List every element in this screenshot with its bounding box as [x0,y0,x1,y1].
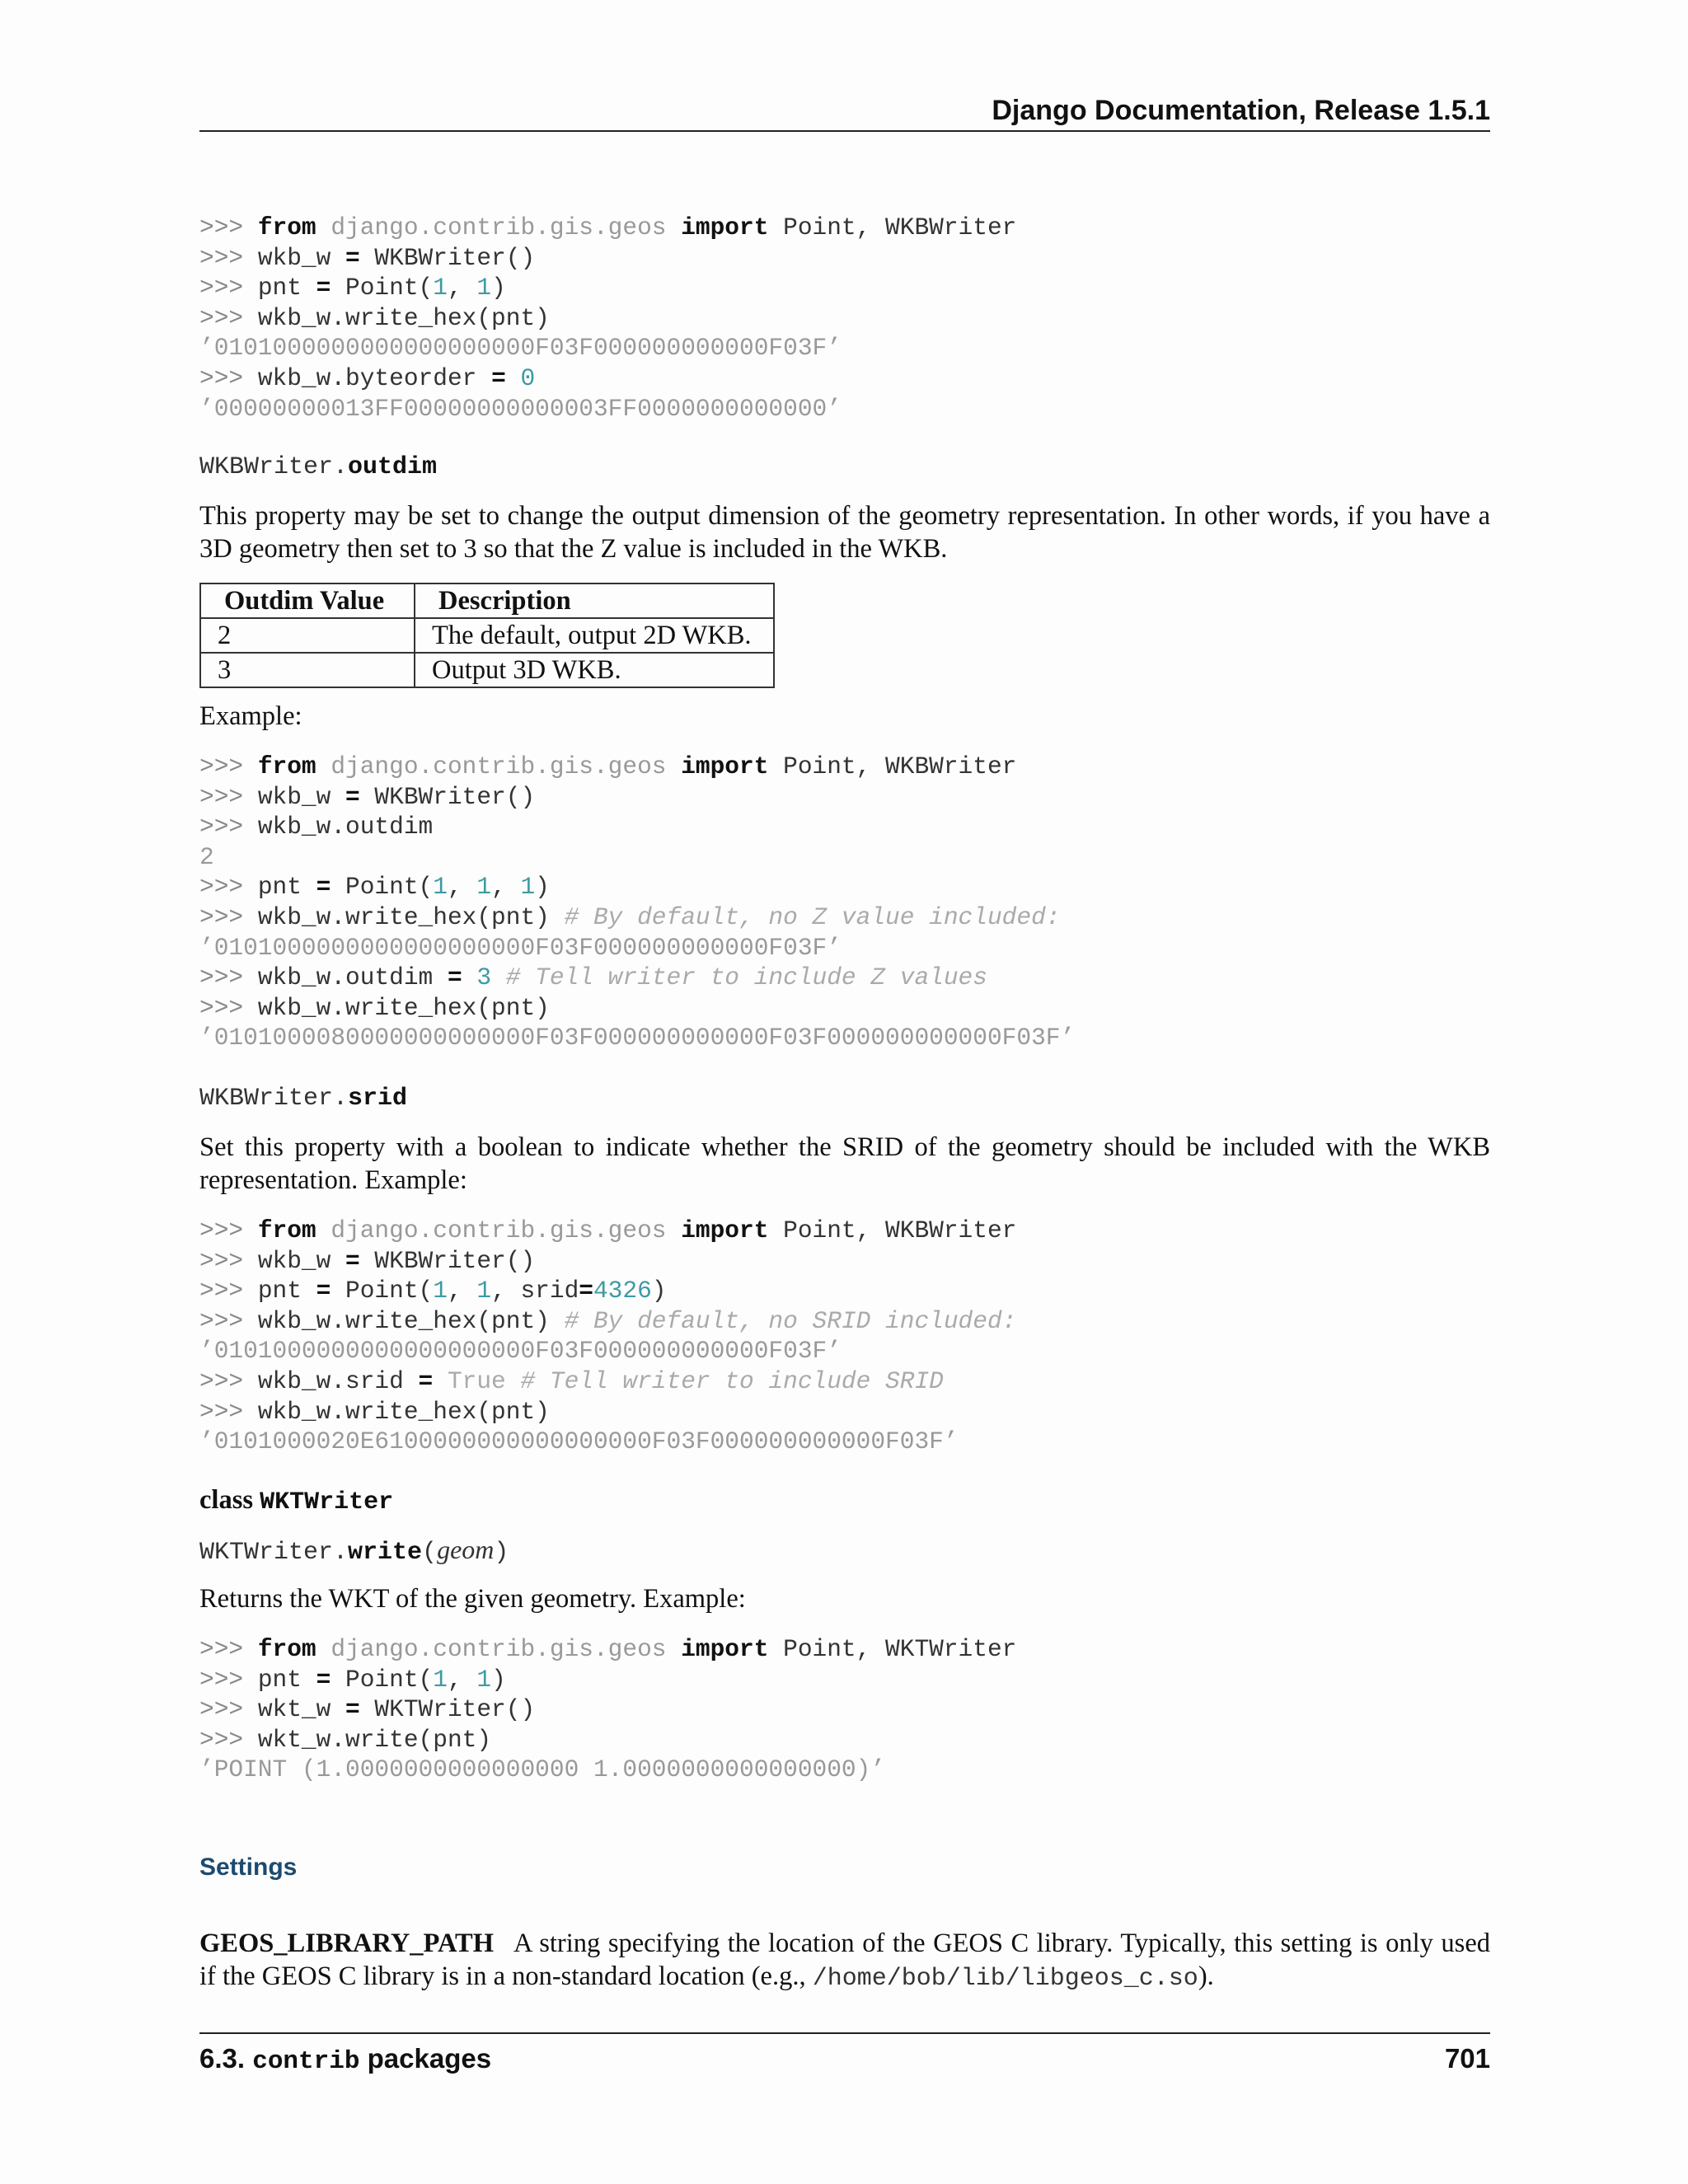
table-row [200,618,774,653]
document-page [199,0,1490,2184]
class-keyword: class [199,1485,260,1515]
paren-close: ) [494,1539,509,1567]
write-method-signature [199,1533,509,1569]
table-header-cell: Description [415,583,774,618]
code-block-outdim-example: >>> from django.contrib.gis.geos import Point, WKBWriter >>> wkb_w = WKBWriter() >>> wkb_w.outdim 2 >>> pnt = Point(1, 1, 1) >>> wkb_w.write_hex(pnt) # By default, no Z value included: ’0101000000000000000000F03F000000000000F03F’ >>> wkb_w.outdim = 3 # Tell writer to include Z values >>> wkb_w.write_hex(pnt) ’0101000080000000000000F03F000000000000F03F000000000000F03F’ [199,752,1076,1052]
outdim-attr-name: outdim [348,453,438,481]
table-header-cell: Outdim Value [200,583,415,618]
footer-section-title [199,2041,491,2080]
write-description: Returns the WKT of the given geometry. Example: [199,1584,746,1614]
class-name: WKTWriter [260,1488,394,1516]
section-number: 6.3. [199,2043,253,2074]
method-name: write [348,1539,423,1567]
code-block-byteorder-example: >>> from django.contrib.gis.geos import Point, WKBWriter >>> wkb_w = WKBWriter() >>> pnt = Point(1, 1) >>> wkb_w.write_hex(pnt) ’0101000000000000000000F03F000000000000F03F’ >>> wkb_w.byteorder = 0 ’00000000013FF00000000000003FF0000000000000’ [199,213,1017,423]
setting-name: GEOS_LIBRARY_PATH [199,1929,495,1958]
srid-attr-name: srid [348,1085,408,1113]
example-label: Example: [199,701,302,731]
table-cell: Output 3D WKB. [415,653,774,687]
outdim-class-prefix: WKBWriter. [199,453,349,481]
table-header-row [200,583,774,618]
setting-text: A string specifying the location of the GEOS C library. Typically, this setting is only used if the GEOS C library is in a non-standard location (e.g., [199,1929,1490,1991]
table-row [200,653,774,687]
section-rest: packages [359,2043,492,2074]
settings-heading: Settings [199,1854,298,1881]
geos-library-path-setting [199,1927,1490,1995]
running-header: Django Documentation, Release 1.5.1 [992,95,1490,126]
section-mono: contrib [252,2047,360,2076]
method-arg: geom [437,1535,495,1564]
srid-signature [199,1082,407,1115]
footer-divider [199,2032,1490,2034]
table-cell: 2 [200,618,415,653]
code-block-wkt-example: >>> from django.contrib.gis.geos import Point, WKTWriter >>> pnt = Point(1, 1) >>> wkt_w = WKTWriter() >>> wkt_w.write(pnt) ’POINT (1.0000000000000000 1.0000000000000000)’ [199,1635,1017,1784]
header-divider [199,130,1490,132]
table-cell: The default, output 2D WKB. [415,618,774,653]
wktwriter-class-heading [199,1483,393,1519]
outdim-signature [199,451,437,484]
method-class-prefix: WKTWriter. [199,1539,349,1567]
outdim-table [199,583,775,688]
page-number: 701 [1444,2043,1490,2074]
paren-open: ( [422,1539,438,1567]
srid-description: Set this property with a boolean to indicate whether the SRID of the geometry should be included with the WKB representation. Example: [199,1132,1490,1195]
setting-path: /home/bob/lib/libgeos_c.so [812,1965,1198,1993]
outdim-description: This property may be set to change the output dimension of the geometry representation. In other words, if you have a 3D geometry then set to 3 so that the Z value is included in the WKB. [199,501,1490,564]
setting-text-end: ). [1198,1961,1214,1991]
table-cell: 3 [200,653,415,687]
srid-class-prefix: WKBWriter. [199,1085,349,1113]
code-block-srid-example: >>> from django.contrib.gis.geos import Point, WKBWriter >>> wkb_w = WKBWriter() >>> pnt = Point(1, 1, srid=4326) >>> wkb_w.write_hex(pnt) # By default, no SRID included: ’0101000000000000000000F03F000000000000F03F’ >>> wkb_w.srid = True # Tell writer to include SRID >>> wkb_w.write_hex(pnt) ’0101000020E6100000000000000000F03F000000000000F03F’ [199,1216,1017,1456]
